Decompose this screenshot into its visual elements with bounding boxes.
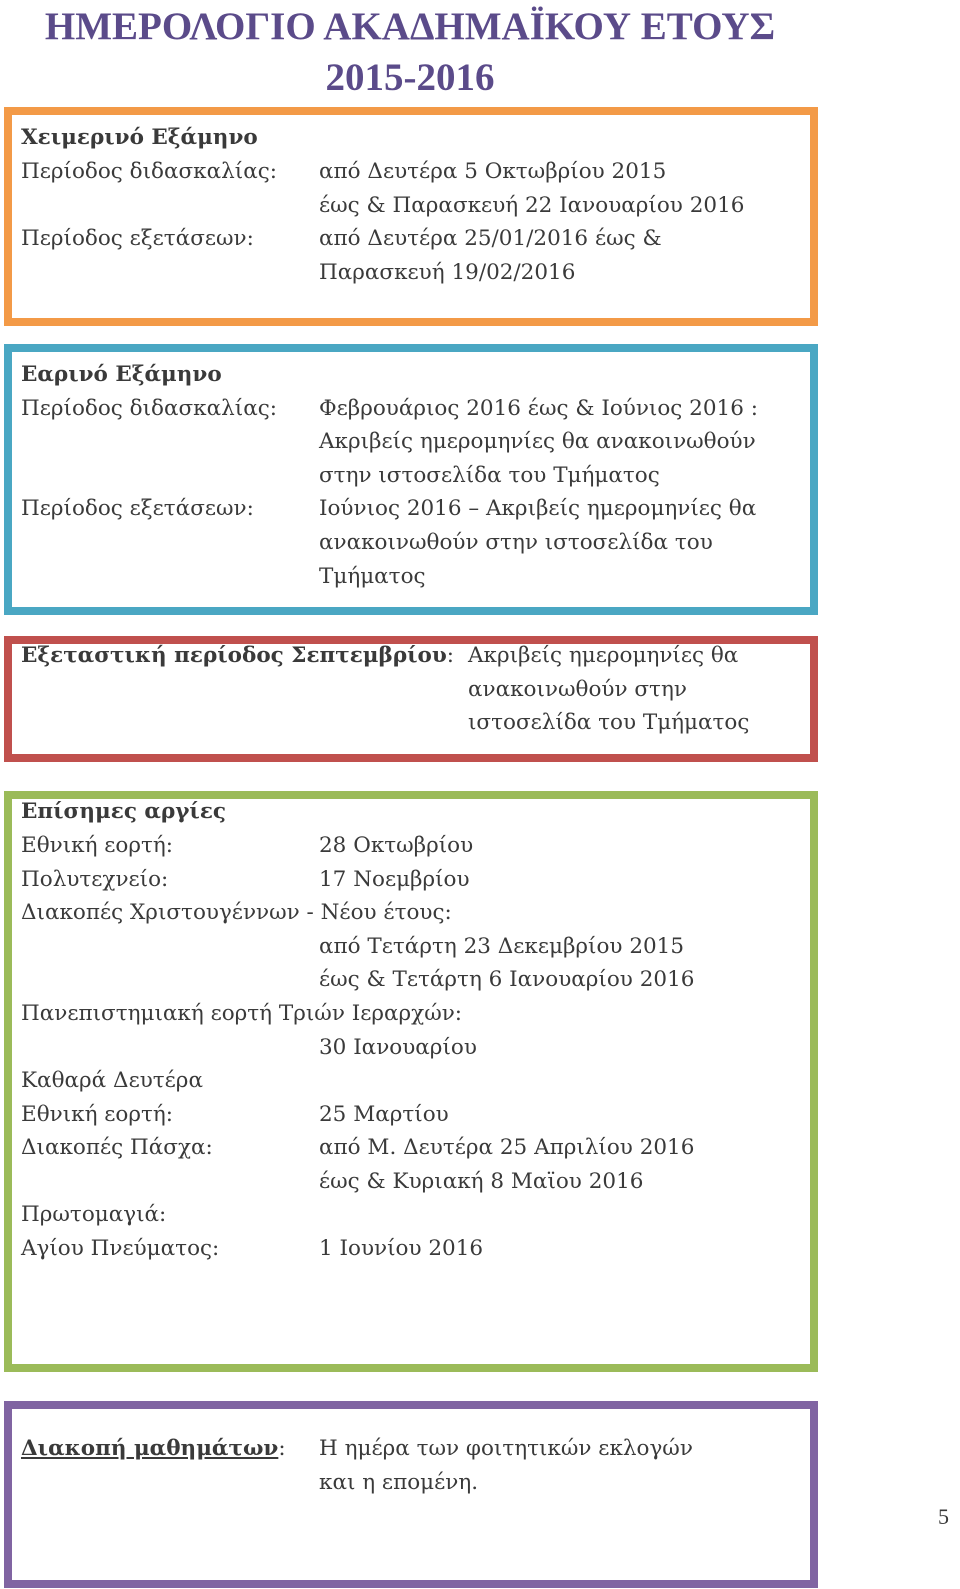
spring-exams-line-1: Ιούνιος 2016 – Ακριβείς ημερομηνίες θα [319,496,757,521]
spring-exams-line-2: ανακοινωθούν στην ιστοσελίδα του [319,530,713,555]
spring-exams-label: Περίοδος εξετάσεων: [21,496,254,521]
september-exams-line-1: Ακριβείς ημερομηνίες θα [468,643,739,668]
easter-line-2: έως & Κυριακή 8 Μαϊου 2016 [319,1169,644,1194]
holy-spirit-label: Αγίου Πνεύματος: [21,1236,220,1261]
spring-teaching-line-3: στην ιστοσελίδα του Τμήματος [319,463,660,488]
class-suspension-label-line [21,1432,286,1466]
national-holiday-2-label: Εθνική εορτή: [21,1102,174,1127]
clean-monday-label: Καθαρά Δευτέρα [21,1068,203,1093]
polytechnic-value: 17 Νοεμβρίου [319,867,470,892]
september-exams-line-2: ανακοινωθούν στην [468,677,687,702]
christmas-line-2: έως & Τετάρτη 6 Ιανουαρίου 2016 [319,967,695,992]
winter-teaching-line-2: έως & Παρασκευή 22 Ιανουαρίου 2016 [319,193,745,218]
winter-teaching-label: Περίοδος διδασκαλίας: [21,159,277,184]
national-holiday-2-value: 25 Μαρτίου [319,1102,449,1127]
winter-exams-line-2: Παρασκευή 19/02/2016 [319,260,576,285]
christmas-line-1: από Τετάρτη 23 Δεκεμβρίου 2015 [319,934,685,959]
spring-semester-heading: Εαρινό Εξάμηνο [21,362,222,387]
easter-line-1: από Μ. Δευτέρα 25 Απριλίου 2016 [319,1135,695,1160]
september-exams-colon: : [446,643,455,668]
page-title-line-2: 2015-2016 [325,56,495,99]
three-hierarchs-value: 30 Ιανουαρίου [319,1035,477,1060]
winter-semester-heading: Χειμερινό Εξάμηνο [21,125,258,150]
winter-teaching-line-1: από Δευτέρα 5 Οκτωβρίου 2015 [319,159,667,184]
holy-spirit-value: 1 Ιουνίου 2016 [319,1236,484,1261]
class-suspension-line-2: και η επομένη. [319,1470,479,1495]
winter-exams-label: Περίοδος εξετάσεων: [21,226,254,251]
september-exams-label-line [21,639,454,673]
holidays-heading: Επίσημες αργίες [21,799,226,824]
winter-exams-line-1: από Δευτέρα 25/01/2016 έως & [319,226,662,251]
polytechnic-label: Πολυτεχνείο: [21,867,169,892]
national-holiday-1-label: Εθνική εορτή: [21,833,174,858]
mayday-label: Πρωτομαγιά: [21,1202,167,1227]
page-number: 5 [938,1504,949,1529]
class-suspension-colon: : [278,1436,286,1461]
christmas-label: Διακοπές Χριστουγέννων - Νέου έτους: [21,900,452,925]
class-suspension-line-1: Η ημέρα των φοιτητικών εκλογών [319,1436,693,1461]
page-title-line-1: ΗΜΕΡΟΛΟΓΙΟ ΑΚΑΔΗΜΑΪΚΟΥ ΕΤΟΥΣ [44,5,776,48]
september-exams-label: Εξεταστική περίοδος Σεπτεμβρίου [21,643,447,668]
spring-teaching-label: Περίοδος διδασκαλίας: [21,396,277,421]
september-exams-line-3: ιστοσελίδα του Τμήματος [468,710,750,735]
spring-teaching-line-1: Φεβρουάριος 2016 έως & Ιούνιος 2016 : [319,396,758,421]
national-holiday-1-value: 28 Οκτωβρίου [319,833,474,858]
spring-exams-line-3: Τμήματος [319,564,426,589]
class-suspension-label: Διακοπή μαθημάτων [21,1436,279,1461]
easter-label: Διακοπές Πάσχα: [21,1135,213,1160]
three-hierarchs-label: Πανεπιστημιακή εορτή Τριών Ιεραρχών: [21,1001,463,1026]
spring-teaching-line-2: Ακριβείς ημερομηνίες θα ανακοινωθούν [319,429,756,454]
